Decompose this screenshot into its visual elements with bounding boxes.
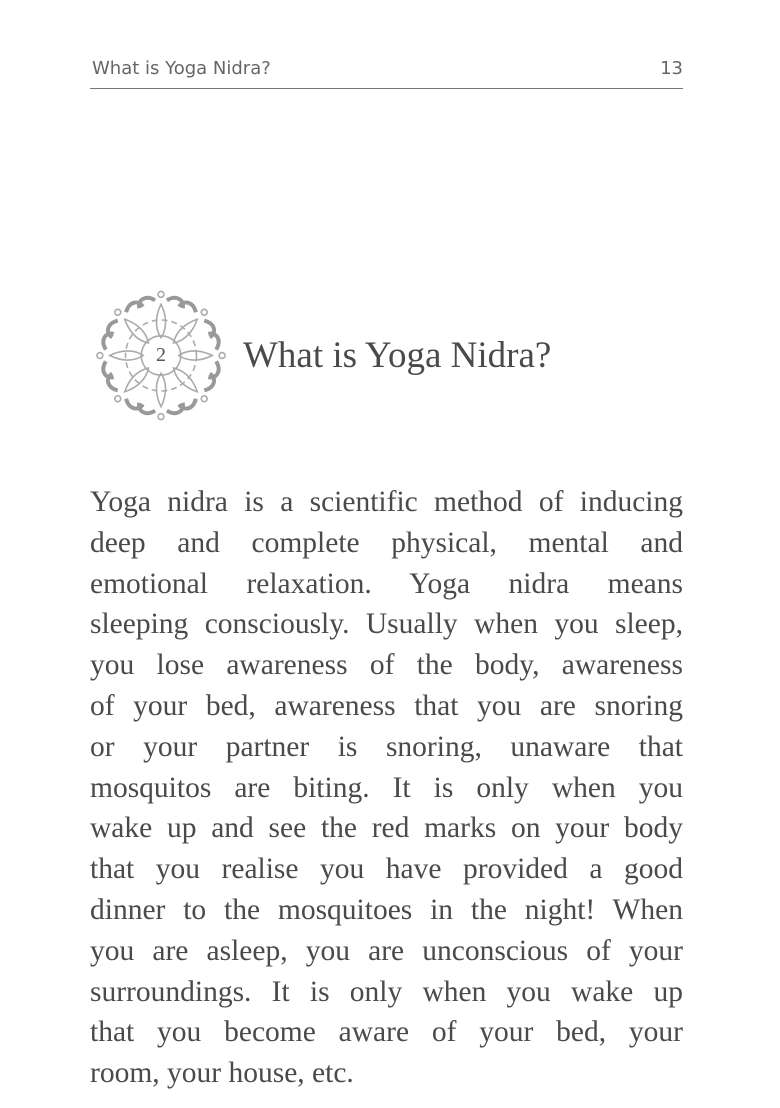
text-line: mosquitos are biting. It is only when you bbox=[90, 771, 683, 804]
page-number: 13 bbox=[660, 58, 683, 79]
text-line: room, your house, etc. bbox=[90, 1057, 354, 1090]
text-line: or your partner is snoring, unaware that bbox=[90, 730, 683, 763]
running-title: What is Yoga Nidra? bbox=[92, 58, 271, 79]
chapter-number: 2 bbox=[156, 344, 166, 366]
text-line: that you realise you have provided a good bbox=[90, 853, 683, 886]
running-header bbox=[90, 56, 683, 89]
text-line: deep and complete physical, mental and bbox=[90, 526, 683, 559]
body-paragraph bbox=[90, 482, 683, 1094]
text-line: sleeping consciously. Usually when you sleep, bbox=[90, 608, 683, 641]
text-line: of your bed, awareness that you are snoring bbox=[90, 689, 683, 722]
text-line: wake up and see the red marks on your body bbox=[90, 812, 683, 845]
text-line: emotional relaxation. Yoga nidra means bbox=[90, 567, 683, 600]
chapter-title: What is Yoga Nidra? bbox=[243, 335, 552, 376]
text-line: you lose awareness of the body, awareness bbox=[90, 649, 683, 682]
text-line: Yoga nidra is a scientific method of inducing bbox=[90, 486, 683, 518]
text-line: surroundings. It is only when you wake up bbox=[90, 975, 683, 1008]
text-line: you are asleep, you are unconscious of your bbox=[90, 934, 683, 967]
text-line: dinner to the mosquitoes in the night! When bbox=[90, 893, 683, 926]
text-line: that you become aware of your bed, your bbox=[90, 1016, 683, 1049]
